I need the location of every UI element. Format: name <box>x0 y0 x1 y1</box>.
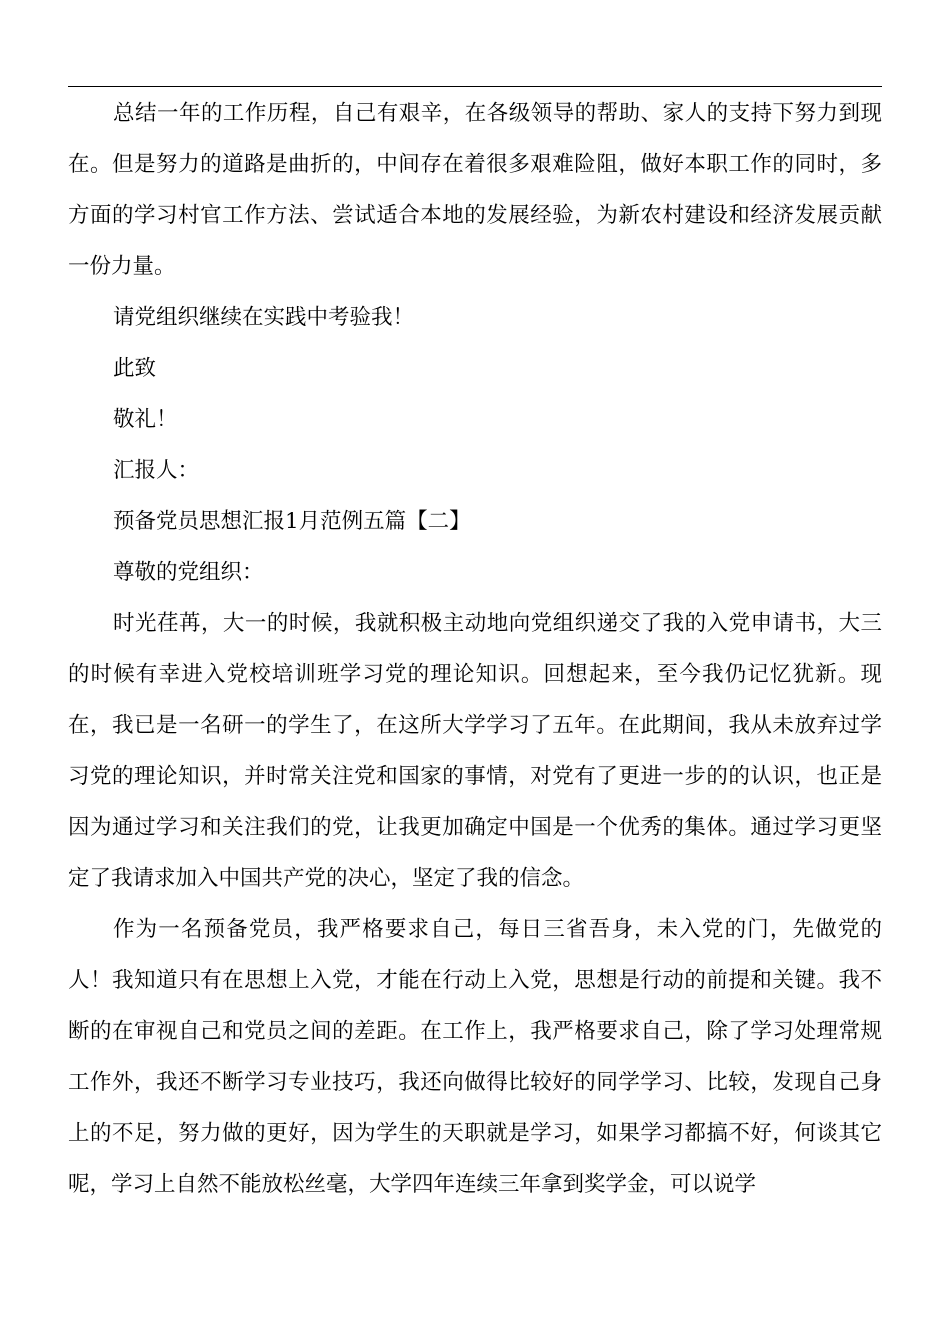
closing-respect: 敬礼！ <box>113 407 178 432</box>
reporter-label: 汇报人： <box>113 458 200 483</box>
section-heading: 预备党员思想汇报1月范例五篇【二】 <box>113 509 471 534</box>
header-rule <box>68 86 882 87</box>
greeting: 尊敬的党组织： <box>113 560 264 585</box>
paragraph-summary: 总结一年的工作历程，自己有艰辛，在各级领导的帮助、家人的支持下努力到现在。但是努力的道路是曲折的，中间存在着很多艰难险阻，做好本职工作的同时，多方面的学习村官工作方法、尝试适合本地的发展经验，为新农村建设和经济发展贡献一份力量。 <box>68 101 882 279</box>
paragraph-self-discipline: 作为一名预备党员，我严格要求自己，每日三省吾身，未入党的门，先做党的人！我知道只有在思想上入党，才能在行动上入党，思想是行动的前提和关键。我不断的在审视自己和党员之间的差距。在工作上，我严格要求自己，除了学习处理常规工作外，我还不断学习专业技巧，我还向做得比较好的同学学习、比较，发现自己身上的不足，努力做的更好，因为学生的天职就是学习，如果学习都搞不好，何谈其它呢，学习上自然不能放松丝毫，大学四年连续三年拿到奖学金，可以说学 <box>68 917 882 1197</box>
document-body <box>68 88 882 1210</box>
closing-salutation: 此致 <box>113 356 157 381</box>
paragraph-request: 请党组织继续在实践中考验我！ <box>113 305 415 330</box>
paragraph-history: 时光荏苒，大一的时候，我就积极主动地向党组织递交了我的入党申请书，大三的时候有幸进入党校培训班学习党的理论知识。回想起来，至今我仍记忆犹新。现在，我已是一名研一的学生了，在这所大学学习了五年。在此期间，我从未放弃过学习党的理论知识，并时常关注党和国家的事情，对党有了更进一步的的认识，也正是因为通过学习和关注我们的党，让我更加确定中国是一个优秀的集体。通过学习更坚定了我请求加入中国共产党的决心，坚定了我的信念。 <box>68 611 882 891</box>
